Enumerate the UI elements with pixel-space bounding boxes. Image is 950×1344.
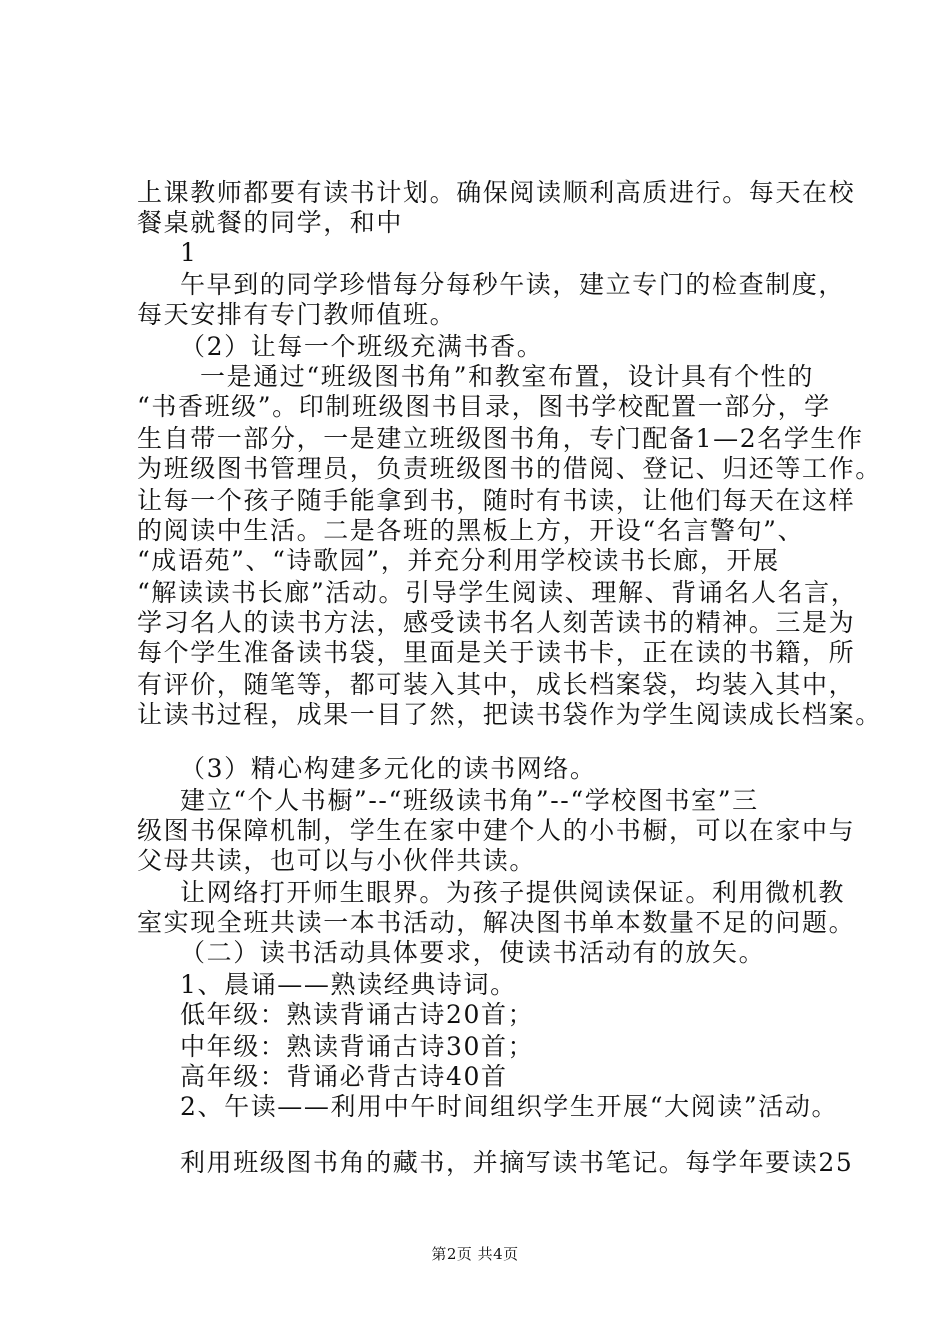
list-heading: 2、午读——利用中午时间组织学生开展“大阅读”活动。 — [180, 1092, 839, 1121]
list-heading: 1、晨诵——熟读经典诗词。 — [180, 970, 517, 999]
section-heading: （二）读书活动具体要求，使读书活动有的放矢。 — [180, 938, 766, 967]
text-line: 每天安排有专门教师值班。 — [137, 300, 457, 329]
text-line: 生自带一部分，一是建立班级图书角，专门配备1—2名学生作 — [137, 424, 864, 453]
text-line: 上课教师都要有读书计划。确保阅读顺利高质进行。每天在校 — [137, 178, 856, 207]
text-line: 让读书过程，成果一目了然，把读书袋作为学生阅读成长档案。 — [137, 700, 882, 729]
text-line: 室实现全班共读一本书活动，解决图书单本数量不足的问题。 — [137, 908, 856, 937]
page-number-inline: 1 — [180, 238, 198, 267]
list-item: 低年级：熟读背诵古诗20首； — [180, 1000, 535, 1029]
text-line: 学习名人的读书方法，感受读书名人刻苦读书的精神。三是为 — [137, 608, 856, 637]
text-line: 午早到的同学珍惜每分每秒午读，建立专门的检查制度， — [180, 270, 846, 299]
page-footer: 第2页 共4页 — [431, 1245, 519, 1263]
text-line: 每个学生准备读书袋，里面是关于读书卡，正在读的书籍，所 — [137, 638, 856, 667]
text-line: 级图书保障机制，学生在家中建个人的小书橱，可以在家中与 — [137, 816, 856, 845]
text-line: 让每一个孩子随手能拿到书，随时有书读，让他们每天在这样 — [137, 486, 856, 515]
section-heading: （2）让每一个班级充满书香。 — [180, 332, 544, 361]
text-line: 餐桌就餐的同学，和中 — [137, 208, 404, 237]
text-line: 有评价，随笔等，都可装入其中，成长档案袋，均装入其中， — [137, 670, 856, 699]
text-line: 父母共读，也可以与小伙伴共读。 — [137, 846, 537, 875]
text-line: 让网络打开师生眼界。为孩子提供阅读保证。利用微机教 — [180, 878, 846, 907]
text-line: 利用班级图书角的藏书，并摘写读书笔记。每学年要读25 — [180, 1148, 854, 1177]
list-item: 中年级：熟读背诵古诗30首； — [180, 1032, 535, 1061]
text-line: 为班级图书管理员，负责班级图书的借阅、登记、归还等工作。 — [137, 454, 882, 483]
section-heading: （3）精心构建多元化的读书网络。 — [180, 754, 597, 783]
text-line: 的阅读中生活。二是各班的黑板上方，开设“名言警句”、 — [137, 516, 805, 545]
text-line: 一是通过“班级图书角”和教室布置，设计具有个性的 — [200, 362, 814, 391]
text-line: “解读读书长廊”活动。引导学生阅读、理解、背诵名人名言， — [137, 578, 858, 607]
text-line: 建立“个人书橱”--“班级读书角”--“学校图书室”三 — [180, 786, 759, 815]
text-line: “成语苑”、“诗歌园”，并充分利用学校读书长廊，开展 — [137, 546, 780, 575]
text-line: “书香班级”。印制班级图书目录，图书学校配置一部分，学 — [137, 392, 831, 421]
list-item: 高年级：背诵必背古诗40首 — [180, 1062, 508, 1091]
